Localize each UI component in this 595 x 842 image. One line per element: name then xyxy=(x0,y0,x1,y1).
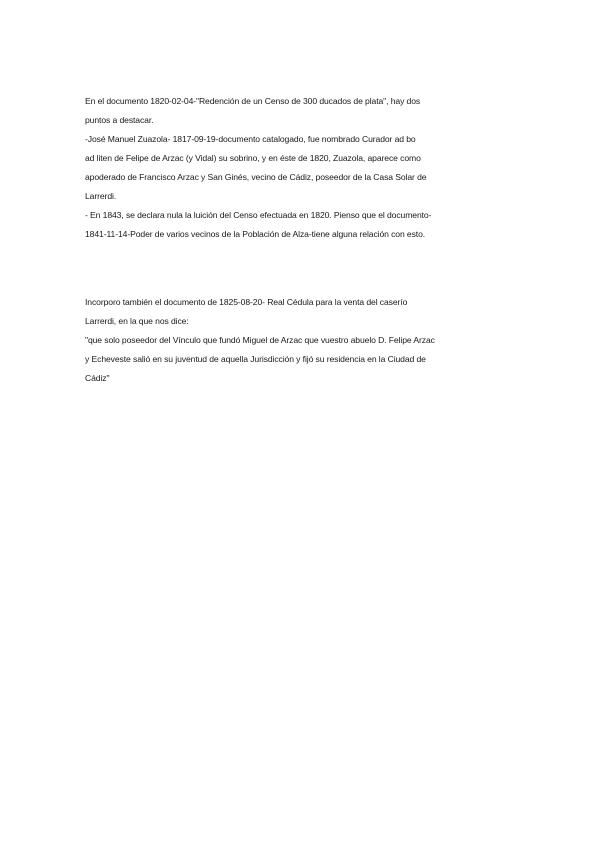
text-line: puntos a destacar. xyxy=(85,115,154,125)
text-line: Incorporo también el documento de 1825-08-20- Real Cédula para la venta del caserío xyxy=(85,297,408,307)
text-line: Larrerdi. xyxy=(85,191,117,201)
text-line: En el documento 1820-02-04-"Redención de un Censo de 300 ducados de plata", hay dos xyxy=(85,96,421,106)
text-line: y Echeveste salió en su juventud de aquella Jurisdicción y fijó su residencia en la Ciudad de xyxy=(85,354,426,364)
text-line: Cádiz" xyxy=(85,373,110,383)
text-line: 1841-11-14-Poder de varios vecinos de la Población de Alza-tiene alguna relación con esto. xyxy=(85,229,426,239)
text-line: - En 1843, se declara nula la luición del Censo efectuada en 1820. Pienso que el documento- xyxy=(85,210,432,220)
paragraph-censo xyxy=(85,92,515,244)
text-line: "que solo poseedor del Vínculo que fundó Miguel de Arzac que vuestro abuelo D. Felipe Arzac xyxy=(85,335,435,345)
text-line: apoderado de Francisco Arzac y San Ginés, vecino de Cádiz, poseedor de la Casa Solar de xyxy=(85,172,427,182)
text-line: ad liten de Felipe de Arzac (y Vidal) su sobrino, y en éste de 1820, Zuazola, aparece como xyxy=(85,153,421,163)
paragraph-real-cedula xyxy=(85,293,515,388)
text-line: -José Manuel Zuazola- 1817-09-19-documento catalogado, fue nombrado Curador ad bo xyxy=(85,134,416,144)
text-line: Larrerdi, en la que nos dice: xyxy=(85,316,189,326)
